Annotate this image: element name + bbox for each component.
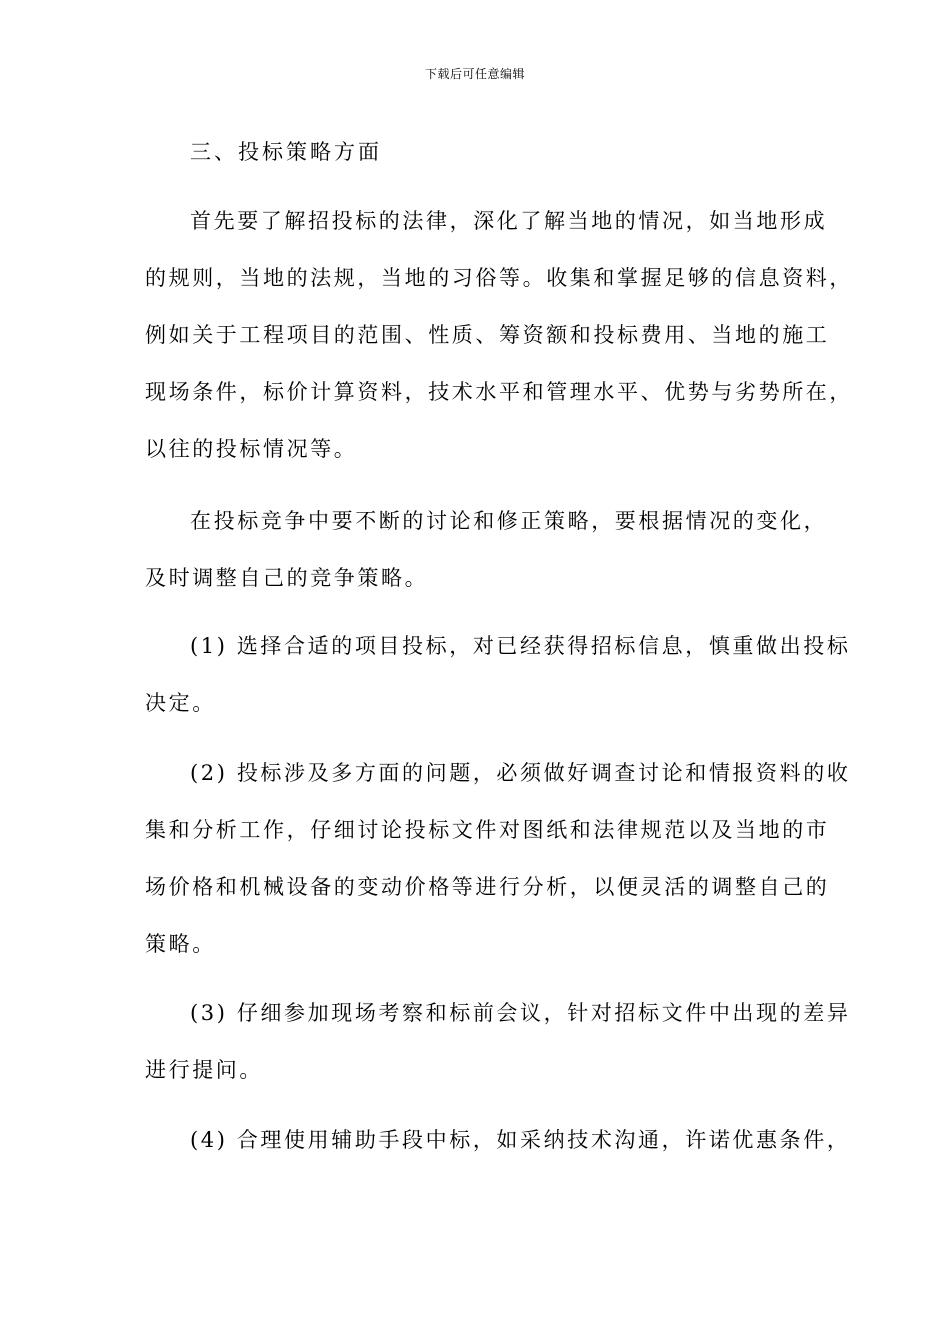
paragraph-line: 集和分析工作，仔细讨论投标文件对图纸和法律规范以及当地的市 [145,818,830,842]
paragraph-line: 现场条件，标价计算资料，技术水平和管理水平、优势与劣势所在， [145,380,853,404]
paragraph-line: 策略。 [145,932,216,956]
paragraph-line: 以往的投标情况等。 [145,437,358,461]
paragraph-line: 首先要了解招投标的法律，深化了解当地的情况，如当地形成 [190,209,828,233]
paragraph-line: 例如关于工程项目的范围、性质、筹资额和投标费用、当地的施工 [145,323,830,347]
paragraph-line: 场价格和机械设备的变动价格等进行分析，以便灵活的调整自己的 [145,875,830,899]
page-header: 下载后可任意编辑 [424,67,525,81]
paragraph-line: 在投标竞争中要不断的讨论和修正策略，要根据情况的变化， [190,509,828,533]
paragraph-line: 及时调整自己的竞争策略。 [145,566,429,590]
paragraph-line: 进行提问。 [145,1058,263,1082]
paragraph-line: (4) 合理使用辅助手段中标，如采纳技术沟通，许诺优惠条件， [190,1128,851,1152]
paragraph-line: (3) 仔细参加现场考察和标前会议，针对招标文件中出现的差异 [190,1001,851,1025]
paragraph-line: (2) 投标涉及多方面的问题，必须做好调查讨论和情报资料的收 [190,761,851,785]
paragraph-line: 决定。 [145,691,216,715]
paragraph-line: 的规则，当地的法规，当地的习俗等。收集和掌握足够的信息资料， [145,266,853,290]
section-heading: 三、投标策略方面 [190,140,382,164]
paragraph-line: (1) 选择合适的项目投标，对已经获得招标信息，慎重做出投标 [190,634,851,658]
